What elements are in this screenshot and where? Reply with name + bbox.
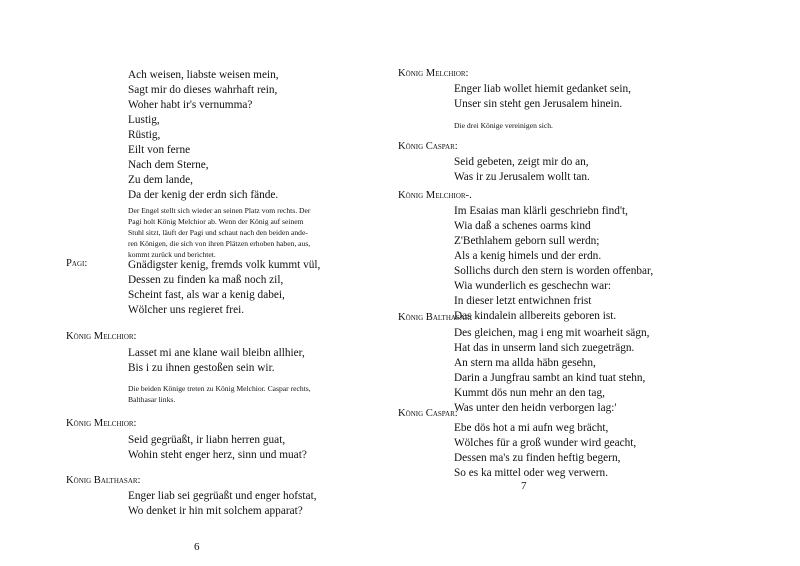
verse-line: Z'Bethlahem geborn sull werdn; <box>454 235 600 247</box>
verse-line: Wölcher uns regieret frei. <box>128 304 245 316</box>
stage-direction <box>128 383 338 405</box>
verse-line: Sollichs durch den stern is worden offenbar, <box>454 265 654 277</box>
verse-line: Lasset mi ane klane wail bleibn allhier, <box>128 347 305 359</box>
speaker-name: König Caspar: <box>398 141 458 152</box>
verse-line: Hat das in unserm land sich zuegeträgn. <box>454 342 635 354</box>
verse-line: Seid gebeten, zeigt mir do an, <box>454 156 589 168</box>
verse-line: Darin a Jungfrau sambt an kind tuat stehn, <box>454 372 646 384</box>
stage-direction <box>128 205 338 260</box>
verse-line: Wo denket ir hin mit solchem apparat? <box>128 505 303 517</box>
stage-direction: Die drei Könige vereinigen sich. <box>454 121 553 130</box>
stage-direction-line: Balthasar links. <box>128 395 176 404</box>
verse-line: Wia wunderlich es geschechn war: <box>454 280 612 292</box>
verse-line: Des gleichen, mag i eng mit woarheit sägn, <box>454 327 650 339</box>
verse-line: Ach weisen, liabste weisen mein, <box>128 69 279 81</box>
page-number: 6 <box>194 541 200 553</box>
verse-line: Wohin steht enger herz, sinn und muat? <box>128 449 307 461</box>
verse-line: Rüstig, <box>128 129 161 141</box>
speaker-name: König Balthasar: <box>66 475 141 486</box>
speaker-name: König Melchior-. <box>398 190 472 201</box>
verse-line: Das kindalein allbereits geboren ist. <box>454 310 617 322</box>
verse-line: Sagt mir do dieses wahrhaft rein, <box>128 84 278 96</box>
speaker-name: König Melchior: <box>66 418 137 429</box>
verse-line: Zu dem lande, <box>128 174 193 186</box>
verse-line: Dessen ma's zu finden heftig begern, <box>454 452 621 464</box>
speaker-name: König Melchior: <box>398 68 469 79</box>
page-number: 7 <box>521 480 527 492</box>
speaker-name: Pagi: <box>66 258 88 269</box>
verse-line: Enger liab sei gegrüaßt und enger hofstat, <box>128 490 317 502</box>
verse-line: So es ka mittel oder weg verwern. <box>454 467 609 479</box>
verse-line: Nach dem Sterne, <box>128 159 209 171</box>
verse-line: Was unter den heidn verborgen lag:' <box>454 402 617 414</box>
verse-line: Unser sin steht gen Jerusalem hinein. <box>454 98 623 110</box>
verse-line: An stern ma allda häbn gesehn, <box>454 357 596 369</box>
verse-line: Scheint fast, als war a kenig dabei, <box>128 289 285 301</box>
verse-line: Lustig, <box>128 114 160 126</box>
verse-line: Was ir zu Jerusalem wollt tan. <box>454 171 590 183</box>
speaker-name: König Caspar: <box>398 408 458 419</box>
verse-line: Da der kenig der erdn sich fände. <box>128 189 279 201</box>
verse-line: Als a kenig himels und der erdn. <box>454 250 602 262</box>
verse-line: Wölches für a groß wunder wird geacht, <box>454 437 637 449</box>
verse-line: Dessen zu finden ka maß noch zil, <box>128 274 284 286</box>
stage-direction-line: Der Engel stellt sich wieder an seinen Platz vom rechts. Der <box>128 206 311 215</box>
stage-direction-line: Stuhl sitzt, läuft der Pagi und schaut nach den beiden ande- <box>128 228 308 237</box>
stage-direction-line: ren Königen, die sich von ihren Plätzen erhoben haben, aus, <box>128 239 311 248</box>
verse-line: Ebe dös hot a mi aufn weg brächt, <box>454 422 609 434</box>
verse-line: Enger liab wollet hiemit gedanket sein, <box>454 83 631 95</box>
verse-line: Woher habt ir's vernumma? <box>128 99 253 111</box>
verse-line: Eilt von ferne <box>128 144 191 156</box>
verse-line: Im Esaias man klärli geschriebn find't, <box>454 205 628 217</box>
verse-line: Wia daß a schenes oarms kind <box>454 220 591 232</box>
verse-line: In dieser letzt entwichnen frist <box>454 295 592 307</box>
verse-line: Kummt dös nun mehr an den tag, <box>454 387 605 399</box>
verse-line: Seid gegrüaßt, ir liabn herren guat, <box>128 434 286 446</box>
stage-direction-line: Pagi holt König Melchior ab. Wenn der König auf seinem <box>128 217 304 226</box>
speaker-name: König Melchior: <box>66 331 137 342</box>
stage-direction-line: kommt zurück und berichtet. <box>128 250 216 259</box>
right-page <box>400 0 800 566</box>
verse-line: Gnädigster kenig, fremds volk kummt vül, <box>128 259 321 271</box>
verse-line: Bis i zu ihnen gestoßen sein wir. <box>128 362 275 374</box>
stage-direction-line: Die beiden Könige treten zu König Melchior. Caspar rechts, <box>128 384 311 393</box>
speaker-name: König Balthasar: <box>398 312 473 323</box>
